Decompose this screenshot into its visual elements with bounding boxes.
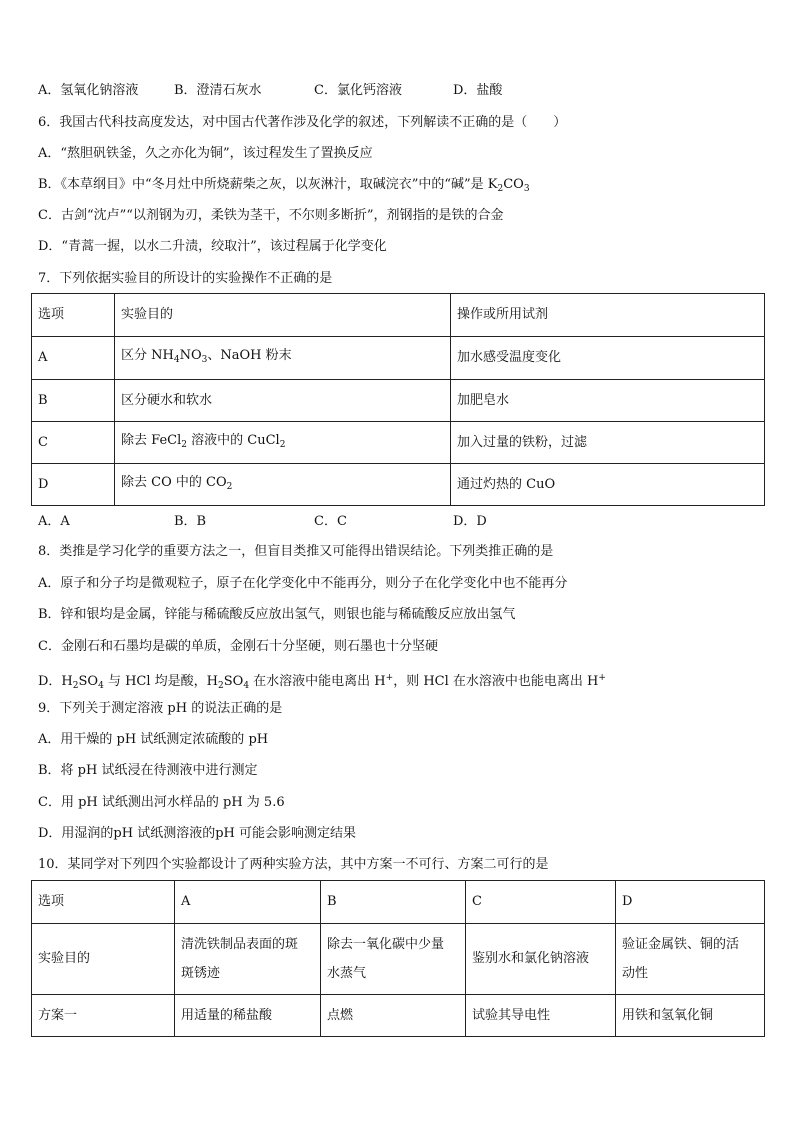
header-cell: 选项 bbox=[32, 294, 115, 337]
row-label-cell: 方案一 bbox=[32, 995, 175, 1037]
subscript: 4 bbox=[243, 681, 250, 691]
purpose-cell bbox=[115, 337, 451, 380]
q8-d-text: D．H bbox=[38, 674, 73, 689]
subscript: 4 bbox=[173, 355, 180, 365]
q8-option-b[interactable]: B．锌和银均是金属，锌能与稀硫酸反应放出氢气，则银也能与稀硫酸反应放出氢气 bbox=[38, 607, 516, 622]
q7-option-d[interactable]: D．D bbox=[453, 514, 487, 529]
q7-stem: 7．下列依据实验目的所设计的实验操作不正确的是 bbox=[38, 271, 333, 286]
subscript: 2 bbox=[181, 439, 187, 450]
q9-stem: 9．下列关于测定溶液 pH 的说法正确的是 bbox=[38, 701, 283, 716]
q9-option-d[interactable]: D．用湿润的pH 试纸测溶液的pH 可能会影响测定结果 bbox=[38, 826, 357, 841]
subscript: 4 bbox=[98, 681, 104, 691]
table-header-row bbox=[32, 881, 765, 924]
q6-option-a[interactable]: A．“熬胆矾铁釜，久之亦化为铜”，该过程发生了置换反应 bbox=[38, 146, 373, 161]
q6-option-b-text: B．《本草纲目》中“冬月灶中所烧薪柴之灰，以灰淋汁，取碱浣衣”中的“碱”是 K bbox=[38, 177, 498, 192]
header-cell: A bbox=[175, 881, 321, 924]
superscript: + bbox=[385, 673, 394, 683]
purpose-cell: 区分硬水和软水 bbox=[115, 380, 451, 422]
q5-option-a[interactable]: A．氢氧化钠溶液 bbox=[38, 83, 139, 98]
purpose-line: 斑锈迹 bbox=[181, 966, 221, 981]
purpose-cell bbox=[175, 924, 321, 995]
operation-cell: 加入过量的铁粉，过滤 bbox=[451, 422, 765, 464]
header-cell: 实验目的 bbox=[115, 294, 451, 337]
option-cell: D bbox=[32, 464, 115, 506]
row-label-cell: 实验目的 bbox=[32, 924, 175, 995]
subscript: 2 bbox=[218, 681, 224, 691]
table-row bbox=[32, 337, 765, 380]
header-cell: B bbox=[321, 881, 466, 924]
option-cell: A bbox=[32, 337, 115, 380]
plan-cell: 用铁和氢氧化铜 bbox=[616, 995, 765, 1037]
subscript: 2 bbox=[226, 481, 233, 492]
q6-option-b-formula: CO bbox=[503, 177, 524, 192]
q7-table bbox=[31, 293, 765, 506]
operation-cell: 加水感受温度变化 bbox=[451, 337, 765, 380]
subscript: 2 bbox=[72, 681, 79, 691]
table-row bbox=[32, 995, 765, 1037]
q8-d-text: 与 HCl 均是酸，H bbox=[103, 674, 218, 689]
table-row bbox=[32, 380, 765, 422]
purpose-line: 动性 bbox=[622, 966, 649, 981]
purpose-cell bbox=[616, 924, 765, 995]
subscript: 3 bbox=[201, 355, 208, 365]
table-row bbox=[32, 422, 765, 464]
plan-cell: 点燃 bbox=[321, 995, 466, 1037]
q9-option-c[interactable]: C．用 pH 试纸测出河水样品的 pH 为 5.6 bbox=[38, 795, 285, 810]
operation-cell: 加肥皂水 bbox=[451, 380, 765, 422]
q10-table bbox=[31, 880, 765, 1037]
header-cell: 选项 bbox=[32, 881, 175, 924]
q9-option-a[interactable]: A．用干燥的 pH 试纸测定浓硫酸的 pH bbox=[38, 732, 269, 747]
purpose-line: 除去一氧化碳中少量 bbox=[327, 937, 445, 952]
q6-option-c[interactable]: C．古剑“沈卢”“以剂钢为刃，柔铁为茎干，不尔则多断折”，剂钢指的是铁的合金 bbox=[38, 208, 504, 223]
q8-d-text: SO bbox=[223, 674, 244, 689]
q9-option-b[interactable]: B．将 pH 试纸浸在待测液中进行测定 bbox=[38, 763, 258, 778]
q8-option-d[interactable] bbox=[38, 669, 606, 695]
q5-option-c[interactable]: C．氯化钙溶液 bbox=[314, 83, 402, 98]
purpose-text: 溶液中的 CuCl bbox=[186, 432, 280, 448]
q8-d-text: SO bbox=[78, 674, 99, 689]
q8-option-c[interactable]: C．金刚石和石墨均是碳的单质，金刚石十分坚硬，则石墨也十分坚硬 bbox=[38, 639, 438, 654]
header-cell: C bbox=[466, 881, 616, 924]
q7-options bbox=[38, 513, 487, 531]
purpose-text: 区分 NH bbox=[121, 348, 174, 363]
plan-cell: 试验其导电性 bbox=[466, 995, 616, 1037]
q7-option-b[interactable]: B．B bbox=[174, 514, 207, 529]
table-header-row bbox=[32, 294, 765, 337]
q6-option-b[interactable] bbox=[38, 176, 530, 198]
purpose-line: 水蒸气 bbox=[327, 966, 367, 981]
subscript: 2 bbox=[497, 184, 504, 194]
q7-option-a[interactable]: A．A bbox=[38, 514, 70, 529]
subscript: 2 bbox=[279, 439, 286, 450]
operation-cell: 通过灼热的 CuO bbox=[451, 464, 765, 506]
purpose-line: 清洗铁制品表面的斑 bbox=[181, 937, 299, 952]
q6-option-d[interactable]: D．“青蒿一握，以水二升渍，绞取汁”，该过程属于化学变化 bbox=[38, 239, 387, 254]
purpose-cell bbox=[115, 464, 451, 506]
purpose-cell: 鉴别水和氯化钠溶液 bbox=[466, 924, 616, 995]
superscript: + bbox=[598, 673, 606, 683]
header-cell: D bbox=[616, 881, 765, 924]
q7-option-c[interactable]: C．C bbox=[314, 514, 347, 529]
q5-option-d[interactable]: D．盐酸 bbox=[453, 83, 503, 98]
q6-stem: 6．我国古代科技高度发达，对中国古代著作涉及化学的叙述，下列解读不正确的是（ ） bbox=[38, 115, 567, 130]
q8-stem: 8．类推是学习化学的重要方法之一，但盲目类推又可能得出错误结论。下列类推正确的是 bbox=[38, 544, 554, 559]
purpose-text: 除去 FeCl bbox=[121, 432, 182, 448]
option-cell: C bbox=[32, 422, 115, 464]
purpose-text: 、NaOH 粉末 bbox=[207, 348, 292, 363]
subscript: 3 bbox=[523, 184, 530, 194]
q8-d-text: 在水溶液中能电离出 H bbox=[249, 674, 386, 689]
q5-options bbox=[38, 82, 502, 100]
purpose-formula: NO bbox=[179, 348, 202, 363]
q8-option-a[interactable]: A．原子和分子均是微观粒子，原子在化学变化中不能再分，则分子在化学变化中也不能再分 bbox=[38, 576, 568, 591]
purpose-text: 除去 CO 中的 CO bbox=[121, 474, 227, 490]
header-cell: 操作或所用试剂 bbox=[451, 294, 765, 337]
plan-cell: 用适量的稀盐酸 bbox=[175, 995, 321, 1037]
purpose-cell bbox=[115, 422, 451, 464]
q10-stem: 10．某同学对下列四个实验都设计了两种实验方法，其中方案一不可行、方案二可行的是 bbox=[38, 857, 549, 872]
table-row bbox=[32, 924, 765, 995]
q5-option-b[interactable]: B．澄清石灰水 bbox=[174, 83, 262, 98]
q8-d-text: ，则 HCl 在水溶液中也能电离出 H bbox=[393, 674, 599, 689]
purpose-cell bbox=[321, 924, 466, 995]
purpose-line: 验证金属铁、铜的活 bbox=[622, 937, 740, 952]
option-cell: B bbox=[32, 380, 115, 422]
table-row bbox=[32, 464, 765, 506]
